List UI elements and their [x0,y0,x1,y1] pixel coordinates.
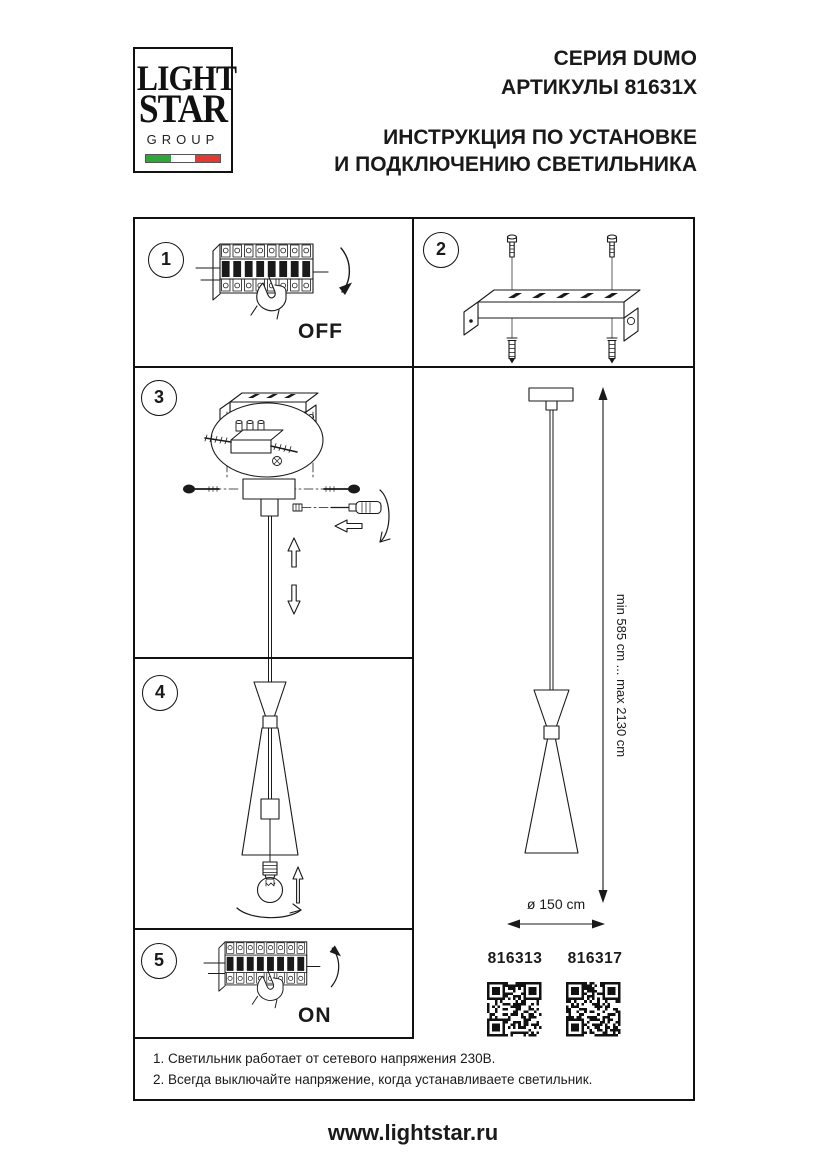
instruction-title-line1: ИНСТРУКЦИЯ ПО УСТАНОВКЕ [383,126,697,149]
qr-code-816313 [487,982,542,1042]
step-number-4: 4 [142,675,178,711]
flag-segment-white [171,155,196,162]
step-number-1: 1 [148,242,184,278]
step-5-cell [135,930,412,1037]
diameter-label: ø 150 cm [526,896,586,912]
instruction-table [133,217,695,1101]
mounting-bracket-drawing [416,219,693,366]
flag-segment-green [146,155,171,162]
table-divider-row4 [135,1037,414,1039]
canopy-assembly-drawing [135,368,412,657]
height-range-label: min 585 cm ... max 2130 cm [614,593,629,758]
instruction-title [334,124,697,178]
step-number-5: 5 [141,943,177,979]
italian-flag [145,154,221,163]
note-1: 1. Светильник работает от сетевого напряжения 230В. [153,1051,496,1066]
series-title: СЕРИЯ DUMO [553,47,697,70]
instruction-title-line2: И ПОДКЛЮЧЕНИЮ СВЕТИЛЬНИКА [334,153,697,176]
on-label: ON [298,1004,332,1027]
note-2: 2. Всегда выключайте напряжение, когда устанавливаете светильник. [153,1072,593,1087]
logo-star: STAR [138,87,228,132]
step-number-3: 3 [141,380,177,416]
logo-light: LIGHT [136,59,236,99]
website-url: www.lightstar.ru [327,1120,499,1145]
logo-group: GROUP [146,131,220,147]
pendant-dimensions-cell [416,368,693,1099]
article-code-816313: 816313 [487,950,543,967]
step-4-cell [135,659,412,928]
step-3-cell [135,368,412,657]
step-1-cell [135,219,412,366]
pendant-lamp-drawing [416,368,693,948]
step-2-cell [416,219,693,366]
notes-section [153,1048,683,1090]
flag-segment-red [195,155,220,162]
lightstar-logo [133,47,236,173]
table-divider-vertical [412,219,414,1039]
articles-title: АРТИКУЛЫ 81631X [501,76,697,99]
qr-code-816317 [566,982,621,1042]
article-code-816317: 816317 [567,950,623,967]
step-number-2: 2 [423,232,459,268]
header [334,44,697,178]
shade-and-bulb-drawing [135,659,412,928]
off-label: OFF [298,320,343,343]
